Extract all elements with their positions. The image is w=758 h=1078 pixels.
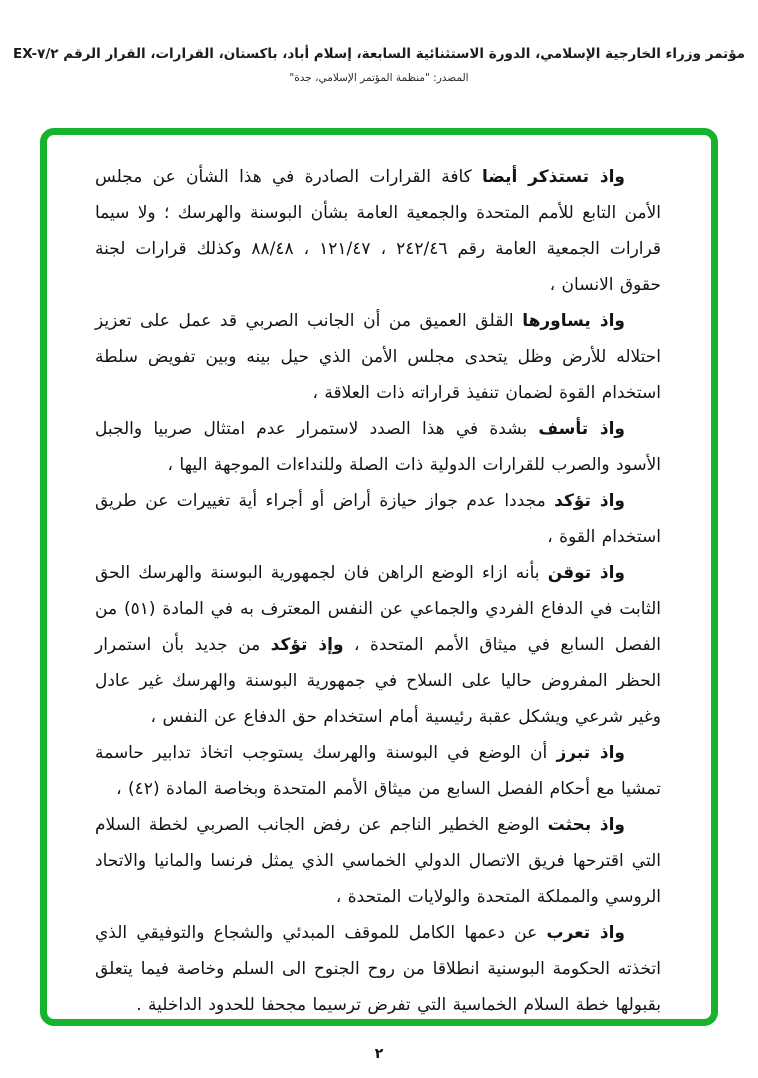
paragraph-text-2: من جديد بأن استمرار الحظر المفروض حاليا على السلاح في جمهورية البوسنة والهرسك غير عادل وغير شرعي ويشكل عقبة رئيسية أمام استخدام حق الدفاع عن النفس ، [95,635,661,727]
page-number: ٢ [374,1046,384,1062]
paragraph-lead: واذ تبرز [556,743,625,763]
paragraph-lead: واذ تستذكر أيضا [482,167,625,187]
paragraph-convinced [95,555,661,735]
paragraph-recalling [95,159,661,303]
paragraph-stressing [95,735,661,807]
header-title-text: مؤتمر وزراء الخارجية الإسلامي، الدورة الاستثنائية السابعة، إسلام أباد، باكستان، القرارات، القرار الرقم [58,46,746,62]
paragraph-lead: واذ تأسف [538,419,625,439]
paragraph-reaffirming [95,483,661,555]
paragraph-lead: واذ بحثت [547,815,625,835]
paragraph-text: كافة القرارات الصادرة في هذا الشأن عن مجلس الأمن التابع للأمم المتحدة والجمعية العامة بشأن البوسنة والهرسك ؛ ولا سيما قرارات الجمعية العامة رقم ٢٤٢/٤٦ ، ١٢١/٤٧ ، ٨٨/٤٨ وكذلك قرارات لجنة حقوق الانسان ، [95,167,662,295]
paragraph-lead: واذ توقن [547,563,625,583]
paragraph-deploring [95,411,661,483]
paragraph-text: عن دعمها الكامل للموقف المبدئي والشجاع والتوفيقي الذي اتخذته الحكومة البوسنية انطلاقا من روح الجنوح الى السلم وخاصة فيما يتعلق بقبولها خطة السلام الخماسية التي تفرض ترسيما مجحفا للحدود الداخلية . [95,923,661,1015]
paragraph-text: بشدة في هذا الصدد لاستمرار عدم امتثال صربيا والجبل الأسود والصرب للقرارات الدولية ذات الصلة وللنداءات الموجهة اليها ، [95,419,661,475]
paragraph-text: القلق العميق من أن الجانب الصربي قد عمل على تعزيز احتلاله للأرض وظل يتحدى مجلس الأمن الذي حيل بينه وبين تفويض سلطة استخدام القوة لضمان تنفيذ قراراته ذات العلاقة ، [95,311,661,403]
paragraph-having-examined [95,807,661,915]
paragraph-expressing-support [95,915,661,1023]
resolution-ref: EX-٧/٢ [12,46,59,62]
paragraph-text: أن الوضع في البوسنة والهرسك يستوجب اتخاذ تدابير حاسمة تمشيا مع أحكام الفصل السابع من ميثاق الأمم المتحدة وبخاصة المادة (٤٢) ، [95,743,661,799]
paragraph-lead: واذ يساورها [522,311,625,331]
paragraph-lead: واذ تؤكد [554,491,625,511]
paragraph-lead-2: وإذ تؤكد [270,635,344,655]
document-header [0,46,758,84]
paragraph-lead: واذ تعرب [546,923,625,943]
paragraph-text: مجددا عدم جواز حيازة أراض أو أجراء أية تغييرات عن طريق استخدام القوة ، [95,491,661,547]
header-source-line: المصدر: "منظمة المؤتمر الإسلامي، جدة" [289,72,469,84]
paragraph-text: الوضع الخطير الناجم عن رفض الجانب الصربي لخطة السلام التي اقترحها فريق الاتصال الدولي الخماسي الذي يمثل فرنسا والمانيا والاتحاد الروسي والمملكة المتحدة والولايات المتحدة ، [95,815,661,907]
green-border-box [40,128,718,1026]
paragraph-text: بأنه ازاء الوضع الراهن فان لجمهورية البوسنة والهرسك الحق الثابت في الدفاع الفردي والجماعي عن النفس المعترف به في المادة (٥١) من الفصل السابع في ميثاق الأمم المتحدة ، [95,563,661,655]
paragraph-deep-concern [95,303,661,411]
header-title-line [0,46,758,62]
